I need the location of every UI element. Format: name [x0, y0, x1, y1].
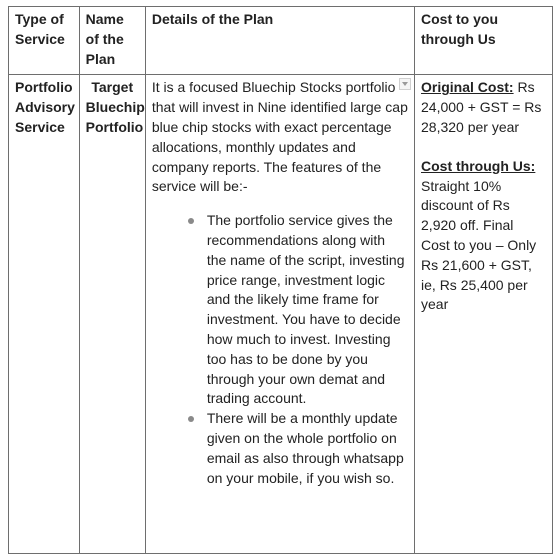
- plan-table: [8, 6, 553, 554]
- cell-cost: [415, 75, 553, 554]
- original-cost-value: Rs 24,000 + GST = Rs 28,320 per year: [421, 79, 542, 135]
- cost-through-us-value: Straight 10% discount of Rs 2,920 off. Final Cost to you – Only Rs 21,600 + GST, ie, Rs 25,400 per year: [421, 177, 537, 313]
- header-details: Details of the Plan: [145, 7, 414, 75]
- list-item: The portfolio service gives the recommendations along with the name of the script, investing price range, investment logic and the likely time frame for investment. You have to decide how much to invest. Investing too has to be done by you through your own demat and trading account.: [207, 211, 408, 409]
- cost-through-us: [421, 157, 546, 315]
- cell-type-of-service: Portfolio Advisory Service: [9, 75, 80, 554]
- cell-dropdown-icon[interactable]: [399, 78, 411, 90]
- header-type-of-service: Type of Service: [9, 7, 80, 75]
- cell-details[interactable]: [145, 75, 414, 554]
- cell-name-of-plan: Target Bluechip Portfolio: [79, 75, 145, 554]
- features-list: [152, 211, 408, 488]
- list-item: There will be a monthly update given on the whole portfolio on email as also through whatsapp on your mobile, if you wish so.: [207, 409, 408, 488]
- header-name-of-plan: Name of the Plan: [79, 7, 145, 75]
- header-row: [9, 7, 553, 75]
- header-cost: Cost to you through Us: [415, 7, 553, 75]
- cost-through-us-label: Cost through Us:: [421, 157, 536, 174]
- original-cost: [421, 78, 546, 137]
- original-cost-label: Original Cost:: [421, 79, 514, 96]
- details-intro: It is a focused Bluechip Stocks portfolio that will invest in Nine identified large cap blue chip stocks with exact percentage allocations, monthly updates and company reports. The features of the service will be:-: [151, 79, 408, 195]
- table-row: [9, 75, 553, 554]
